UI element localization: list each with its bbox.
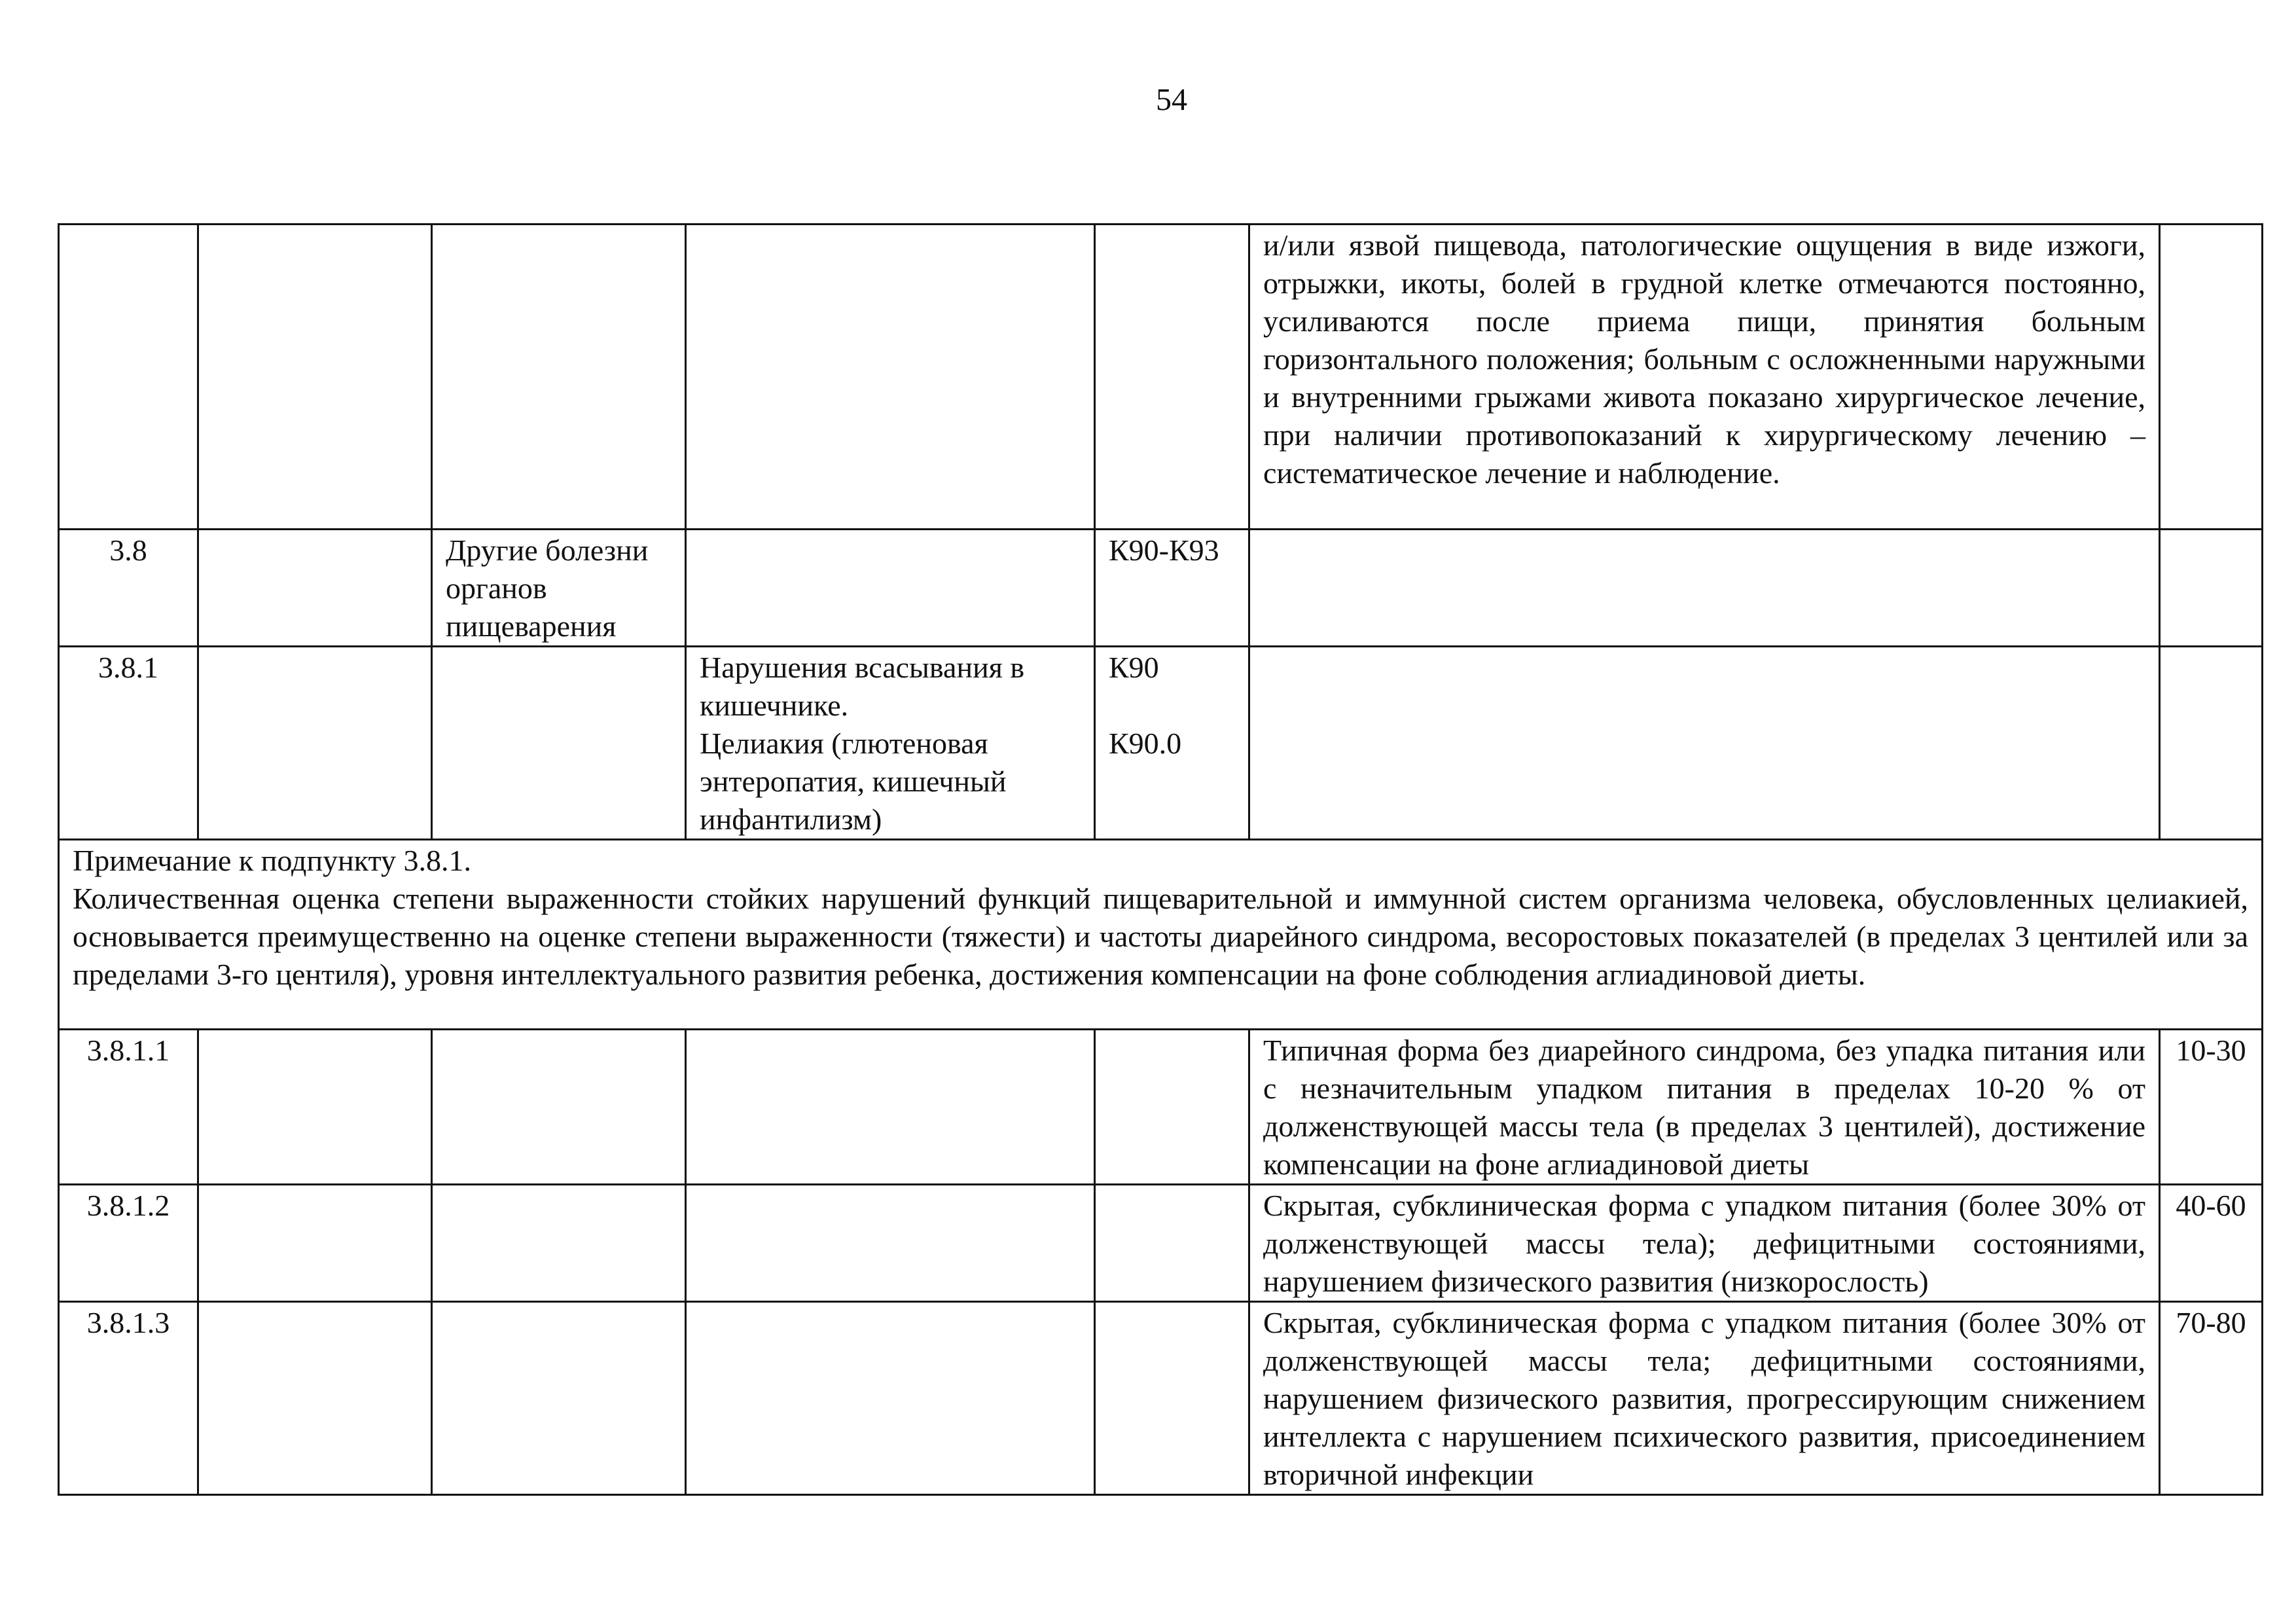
cell-empty — [198, 1185, 432, 1302]
cell-percent — [2160, 647, 2263, 840]
cell-code — [1095, 225, 1249, 530]
cell-code — [1095, 647, 1249, 840]
cell-percent: 70-80 — [2160, 1302, 2263, 1495]
cell-group: Другие болезни органов пищеварения — [432, 530, 686, 647]
cell-group — [432, 1302, 686, 1495]
disability-criteria-table — [58, 223, 2263, 1496]
cell-code — [1095, 1185, 1249, 1302]
table-row — [59, 1030, 2263, 1185]
cell-group — [432, 647, 686, 840]
note-text: Количественная оценка степени выраженности стойких нарушений функций пищеварительной и иммунной систем организма человека, обусловленных целиакией, основывается преимущественно на оценке степени выраженности (тяжести) и частоты диарейного синдрома, весоростовых показателей (в пределах 3 центилей или за пределами 3-го центиля), уровня интеллектуального развития ребенка, достижения компенсации на фоне соблюдения аглиадиновой диеты. — [73, 882, 2248, 991]
cell-description: Скрытая, субклиническая форма с упадком питания (более 30% от долженствующей массы тела); дефицитными состояниями, нарушением физического развития (низкорослость) — [1249, 1185, 2160, 1302]
cell-empty — [198, 1030, 432, 1185]
cell-number: 3.8 — [59, 530, 198, 647]
cell-description: и/или язвой пищевода, патологические ощущения в виде изжоги, отрыжки, икоты, болей в грудной клетке отмечаются постоянно, усиливаются после приема пищи, принятия больным горизонтального положения; больным с осложненными наружными и внутренними грыжами живота показано хирургическое лечение, при наличии противопоказаний к хирургическому лечению – систематическое лечение и наблюдение. — [1249, 225, 2160, 530]
cell-description: Типичная форма без диарейного синдрома, без упадка питания или с незначительным упадком питания в пределах 10-20 % от долженствующей массы тела (в пределах 3 центилей), достижение компенсации на фоне аглиадиновой диеты — [1249, 1030, 2160, 1185]
table-row — [59, 225, 2263, 530]
note-row — [59, 840, 2263, 1030]
cell-disease — [686, 1185, 1095, 1302]
cell-number: 3.8.1.2 — [59, 1185, 198, 1302]
disease-name: Нарушения всасывания в кишечнике. — [700, 651, 1025, 722]
cell-code — [1095, 1302, 1249, 1495]
cell-empty — [198, 1302, 432, 1495]
cell-description — [1249, 530, 2160, 647]
cell-number: 3.8.1.1 — [59, 1030, 198, 1185]
cell-empty — [198, 647, 432, 840]
cell-disease — [686, 1302, 1095, 1495]
note-title: Примечание к подпункту 3.8.1. — [73, 844, 471, 877]
disease-name: Целиакия (глютеновая энтеропатия, кишечный инфантилизм) — [700, 727, 1007, 836]
cell-code: К90-К93 — [1095, 530, 1249, 647]
icd-code: К90.0 — [1109, 727, 1182, 760]
table-row — [59, 1185, 2263, 1302]
cell-percent — [2160, 530, 2263, 647]
cell-number: 3.8.1 — [59, 647, 198, 840]
cell-group — [432, 1030, 686, 1185]
cell-empty — [198, 225, 432, 530]
cell-disease — [686, 1030, 1095, 1185]
cell-code — [1095, 1030, 1249, 1185]
cell-description — [1249, 647, 2160, 840]
cell-empty — [198, 530, 432, 647]
cell-disease — [686, 225, 1095, 530]
icd-code: К90 — [1109, 651, 1159, 684]
cell-description: Скрытая, субклиническая форма с упадком питания (более 30% от долженствующей массы тела; дефицитными состояниями, нарушением физического развития, прогрессирующим снижением интеллекта с нарушением психического развития, присоединением вторичной инфекции — [1249, 1302, 2160, 1495]
table-row — [59, 647, 2263, 840]
cell-number — [59, 225, 198, 530]
cell-percent: 40-60 — [2160, 1185, 2263, 1302]
cell-group — [432, 1185, 686, 1302]
cell-group — [432, 225, 686, 530]
note-cell — [59, 840, 2263, 1030]
cell-disease — [686, 530, 1095, 647]
table-row — [59, 1302, 2263, 1495]
cell-disease — [686, 647, 1095, 840]
cell-percent — [2160, 225, 2263, 530]
table-row — [59, 530, 2263, 647]
page-number: 54 — [1156, 82, 1187, 117]
cell-percent: 10-30 — [2160, 1030, 2263, 1185]
cell-number: 3.8.1.3 — [59, 1302, 198, 1495]
